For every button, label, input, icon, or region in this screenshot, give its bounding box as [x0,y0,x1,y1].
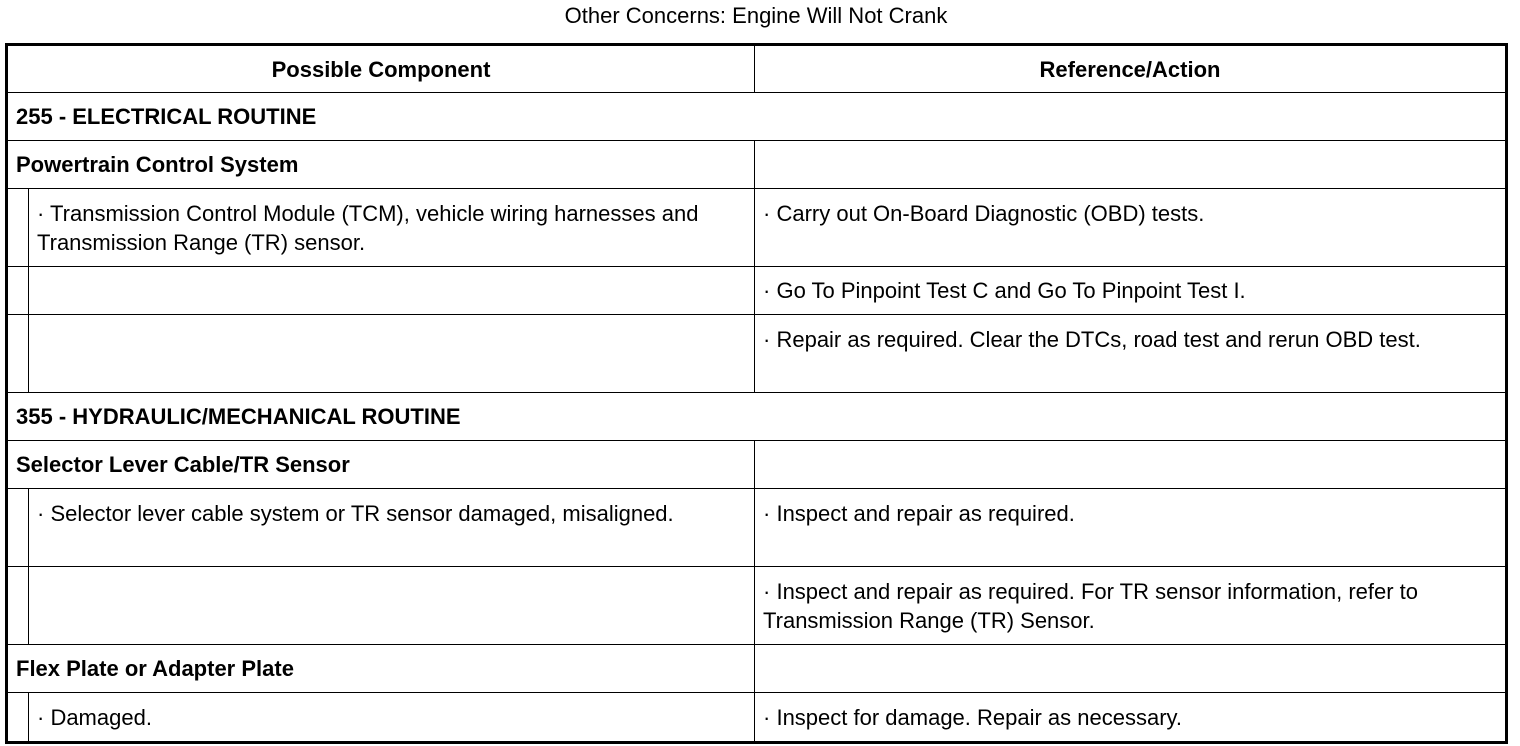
component-group-title: Flex Plate or Adapter Plate [7,645,755,693]
action-cell: · Carry out On-Board Diagnostic (OBD) tests. [755,189,1507,267]
component-cell: · Selector lever cable system or TR sensor damaged, misaligned. [29,489,755,567]
component-group-row [7,441,1507,489]
routine-title: 355 - HYDRAULIC/MECHANICAL ROUTINE [7,393,1507,441]
table-header-row [7,45,1507,93]
table-row [7,489,1507,567]
action-cell: · Repair as required. Clear the DTCs, road test and rerun OBD test. [755,315,1507,393]
routine-title: 255 - ELECTRICAL ROUTINE [7,93,1507,141]
indent-cell [7,189,29,267]
empty-cell [755,645,1507,693]
component-cell [29,567,755,645]
indent-cell [7,489,29,567]
component-group-row [7,141,1507,189]
indent-cell [7,315,29,393]
component-cell [29,267,755,315]
action-cell: · Inspect for damage. Repair as necessary. [755,693,1507,743]
table-row [7,189,1507,267]
action-cell: · Inspect and repair as required. [755,489,1507,567]
empty-cell [755,441,1507,489]
column-header-action: Reference/Action [755,45,1507,93]
component-cell: · Damaged. [29,693,755,743]
component-cell [29,315,755,393]
diagnosis-table [5,43,1508,744]
routine-row [7,93,1507,141]
component-cell: · Transmission Control Module (TCM), vehicle wiring harnesses and Transmission Range (TR) sensor. [29,189,755,267]
page-title: Other Concerns: Engine Will Not Crank [564,3,948,28]
indent-cell [7,267,29,315]
action-cell: · Go To Pinpoint Test C and Go To Pinpoint Test I. [755,267,1507,315]
component-group-title: Powertrain Control System [7,141,755,189]
empty-cell [755,141,1507,189]
indent-cell [7,567,29,645]
component-group-title: Selector Lever Cable/TR Sensor [7,441,755,489]
component-group-row [7,645,1507,693]
indent-cell [7,693,29,743]
column-header-component: Possible Component [7,45,755,93]
table-row [7,693,1507,743]
routine-row [7,393,1507,441]
table-row [7,567,1507,645]
table-row [7,315,1507,393]
table-row [7,267,1507,315]
action-cell: · Inspect and repair as required. For TR sensor information, refer to Transmission Range (TR) Sensor. [755,567,1507,645]
